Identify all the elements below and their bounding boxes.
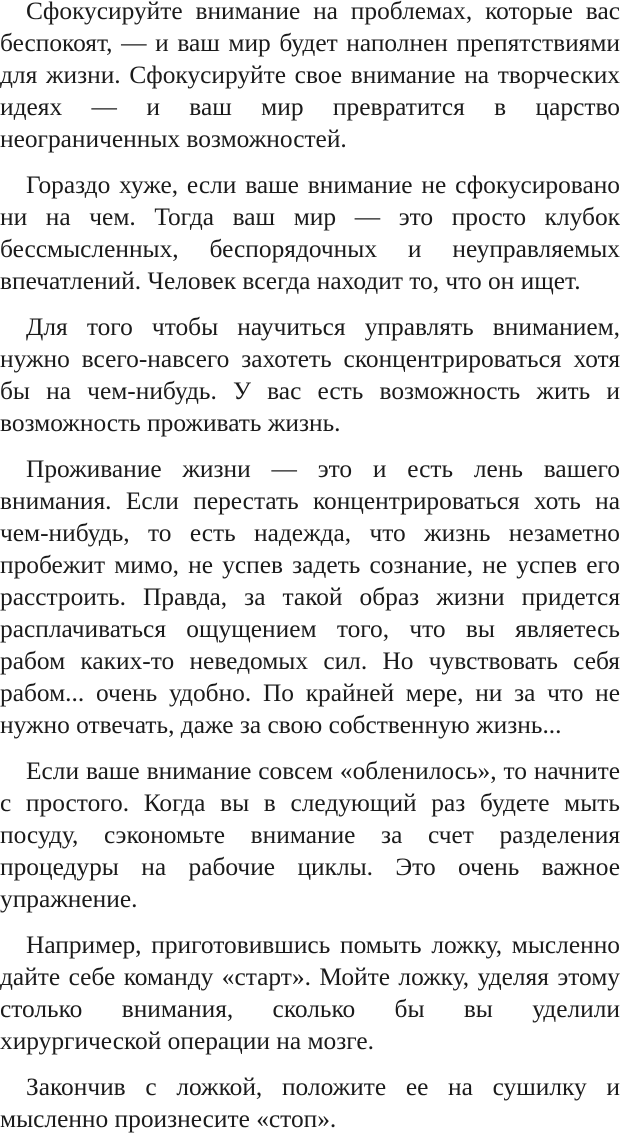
paragraph-5: Если ваше внимание совсем «обленилось», то начните с простого. Когда вы в следующий раз будете мыть посуду, сэкономьте внимание за счет разделения процедуры на рабочие циклы. Это очень важное упражнение. [0, 757, 620, 913]
paragraph-3: Для того чтобы научиться управлять вниманием, нужно всего-навсего захотеть сконцентрироваться хотя бы на чем-нибудь. У вас есть возможность жить и возможность проживать жизнь. [0, 313, 620, 437]
paragraph-2: Гораздо хуже, если ваше внимание не сфокусировано ни на чем. Тогда ваш мир — это просто клубок бессмысленных, беспорядочных и неуправляемых впечатлений. Человек всегда находит то, что он ищет. [0, 171, 620, 295]
paragraph-7: Закончив с ложкой, положите ее на сушилку и мысленно произнесите «стоп». [0, 1073, 620, 1133]
paragraph-6: Например, приготовившись помыть ложку, мысленно дайте себе команду «старт». Мойте ложку, уделяя этому столько внимания, сколько бы вы уделили хирургической операции на мозге. [0, 931, 620, 1055]
paragraph-4: Проживание жизни — это и есть лень вашего внимания. Если перестать концентрироваться хоть на чем-нибудь, то есть надежда, что жизнь незаметно пробежит мимо, не успев задеть сознание, не успев его расстроить. Правда, за такой образ жизни придется расплачиваться ощущением того, что вы являетесь рабом каких-то неведомых сил. Но чувствовать себя рабом... очень удобно. По крайней мере, ни за что не нужно отвечать, даже за свою собственную жизнь... [0, 455, 620, 739]
paragraph-1: Сфокусируйте внимание на проблемах, которые вас беспокоят, — и ваш мир будет наполнен препятствиями для жизни. Сфокусируйте свое внимание на творческих идеях — и ваш мир превратится в царство неограниченных возможностей. [0, 0, 620, 153]
